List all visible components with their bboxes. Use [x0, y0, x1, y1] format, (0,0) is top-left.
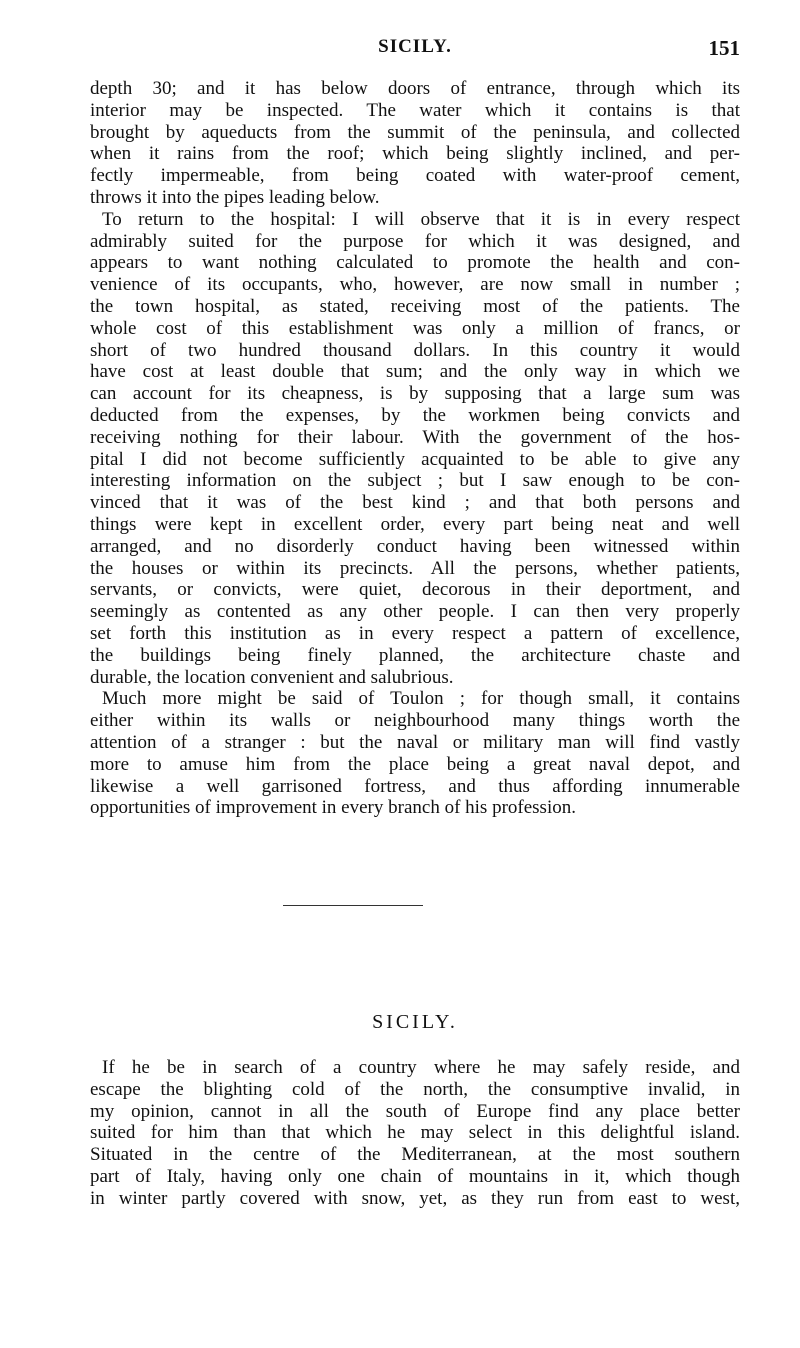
text-line: opportunities of improvement in every branch of his profession.	[90, 797, 576, 819]
text-line: set forth this institution as in every respect a pattern of excellence,	[90, 622, 740, 644]
text-line: interior may be inspected. The water which it contains is that	[90, 99, 740, 121]
text-line: seemingly as contented as any other people. I can then very properly	[90, 601, 740, 623]
text-line: receiving nothing for their labour. With the government of the hos-	[90, 426, 740, 448]
text-line: servants, or convicts, were quiet, decorous in their deportment, and	[90, 579, 740, 601]
text-line: Situated in the centre of the Mediterranean, at the most southern	[90, 1144, 740, 1166]
text-line: likewise a well garrisoned fortress, and thus affording innumerable	[90, 775, 740, 797]
body-text	[90, 78, 740, 819]
text-line: To return to the hospital: I will observe that it is in every respect	[102, 208, 740, 230]
text-line: the town hospital, as stated, receiving most of the patients. The	[90, 295, 740, 317]
text-line: venience of its occupants, who, however, are now small in number ;	[90, 274, 740, 296]
text-line: admirably suited for the purpose for which it was designed, and	[90, 230, 740, 252]
text-line: pital I did not become sufficiently acquainted to be able to give any	[90, 448, 740, 470]
text-line: deducted from the expenses, by the workmen being convicts and	[90, 404, 740, 426]
text-line: either within its walls or neighbourhood many things worth the	[90, 710, 740, 732]
text-line: fectly impermeable, from being coated with water-proof cement,	[90, 165, 740, 187]
section-title: SICILY.	[372, 1011, 458, 1033]
text-line: part of Italy, having only one chain of mountains in it, which though	[90, 1165, 740, 1187]
text-line: interesting information on the subject ; but I saw enough to be con-	[90, 470, 740, 492]
text-line: whole cost of this establishment was only a million of francs, or	[90, 317, 740, 339]
page-number: 151	[708, 36, 740, 60]
text-line: If he be in search of a country where he may safely reside, and	[102, 1057, 740, 1078]
running-head	[90, 36, 740, 66]
text-line: suited for him than that which he may select in this delightful island.	[90, 1122, 740, 1144]
section-divider	[283, 905, 423, 906]
text-line: escape the blighting cold of the north, the consumptive invalid, in	[90, 1078, 740, 1100]
text-line: can account for its cheapness, is by supposing that a large sum was	[90, 383, 740, 405]
text-line: more to amuse him from the place being a great naval depot, and	[90, 753, 740, 775]
text-line: vinced that it was of the best kind ; and that both persons and	[90, 492, 740, 514]
text-line: the buildings being finely planned, the architecture chaste and	[90, 644, 740, 666]
text-line: arranged, and no disorderly conduct having been witnessed within	[90, 535, 740, 557]
text-line: durable, the location convenient and salubrious.	[90, 666, 454, 688]
text-line: the houses or within its precincts. All the persons, whether patients,	[90, 557, 740, 579]
text-line: appears to want nothing calculated to promote the health and con-	[90, 252, 740, 274]
text-line: things were kept in excellent order, every part being neat and well	[90, 513, 740, 535]
text-line: have cost at least double that sum; and the only way in which we	[90, 361, 740, 383]
text-line: attention of a stranger : but the naval or military man will find vastly	[90, 731, 740, 753]
section-text	[90, 1057, 740, 1210]
text-line: depth 30; and it has below doors of entrance, through which its	[90, 78, 740, 99]
running-title: SICILY.	[378, 36, 452, 57]
text-line: my opinion, cannot in all the south of Europe find any place better	[90, 1100, 740, 1122]
text-line: short of two hundred thousand dollars. In this country it would	[90, 339, 740, 361]
text-line: brought by aqueducts from the summit of the peninsula, and collected	[90, 121, 740, 143]
text-line: in winter partly covered with snow, yet, as they run from east to west,	[90, 1187, 740, 1209]
text-line: throws it into the pipes leading below.	[90, 186, 380, 208]
text-line: Much more might be said of Toulon ; for though small, it contains	[102, 688, 740, 710]
text-line: when it rains from the roof; which being slightly inclined, and per-	[90, 143, 740, 165]
